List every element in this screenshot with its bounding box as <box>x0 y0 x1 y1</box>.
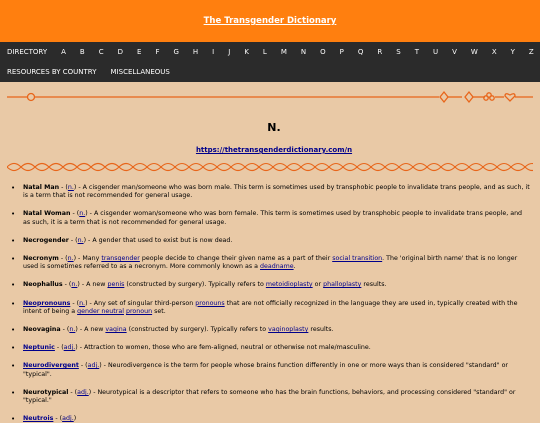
nav-item-g[interactable]: G <box>173 48 179 56</box>
nav-item-k[interactable]: K <box>244 48 249 56</box>
entry-separator: - ( <box>58 255 68 263</box>
part-of-speech-link[interactable]: n. <box>69 326 76 334</box>
entry-term: Neophallus <box>23 281 63 289</box>
entry-term[interactable]: Neopronouns <box>23 299 71 307</box>
entry-separator: - ( <box>53 415 63 423</box>
definition-link[interactable]: pronoun <box>125 307 153 315</box>
entry-item <box>8 184 530 200</box>
nav-item-i[interactable]: I <box>212 48 215 56</box>
entry-separator: - ( <box>68 388 78 396</box>
entry-item <box>8 237 530 245</box>
entry-separator: - ( <box>54 344 64 352</box>
part-of-speech-link[interactable]: n. <box>79 210 86 218</box>
nav-item-e[interactable]: E <box>137 48 142 56</box>
nav-item-m[interactable]: M <box>280 48 287 56</box>
nav-item-p[interactable]: P <box>339 48 344 56</box>
entry-item <box>8 255 530 271</box>
definition-link[interactable]: penis <box>107 281 125 289</box>
nav-item-x[interactable]: X <box>491 48 497 56</box>
part-of-speech-link[interactable]: n. <box>77 236 84 244</box>
entry-separator: - ( <box>68 236 78 244</box>
entry-item <box>8 300 530 316</box>
nav-item-directory[interactable]: DIRECTORY <box>7 48 48 56</box>
definition-text: people decide to change their given name as a part of their <box>139 255 333 263</box>
entry-separator: - ( <box>59 184 68 191</box>
part-of-speech-link[interactable]: adj. <box>62 415 74 423</box>
nav-item-o[interactable]: O <box>320 48 326 56</box>
site-header <box>0 0 540 42</box>
nav-row-sections <box>0 62 540 82</box>
part-of-speech-link[interactable]: adj. <box>63 344 76 352</box>
definition-text: results. <box>361 281 387 289</box>
entry-term[interactable]: Neurodivergent <box>23 362 79 370</box>
nav-item-s[interactable]: S <box>396 48 401 56</box>
entry-list <box>8 184 540 423</box>
definition-text: . <box>293 263 296 271</box>
definition-text: . The 'original birth name' that is no longer used is sometimes referred to as a necronym. More commonly known as a <box>23 255 518 271</box>
nav-row-letters <box>0 42 540 62</box>
definition-text: ) - A new <box>77 281 108 289</box>
nav-item-resources-by-country[interactable]: RESOURCES BY COUNTRY <box>7 68 97 76</box>
nav-item-v[interactable]: V <box>452 48 457 56</box>
definition-text: ) - A cisgender man/someone who was born male. This term is sometimes used by transphobic people to invalidate trans people, and as such, it is a term that is not recommended for general usage. <box>23 184 530 200</box>
nav-item-u[interactable]: U <box>433 48 439 56</box>
definition-text: ) - Any set of singular third-person <box>85 299 196 307</box>
definition-text: (constructed by surgery). Typically refers to <box>126 326 269 334</box>
ornament-divider-wave <box>7 158 540 176</box>
page-url <box>8 146 540 154</box>
entry-term: Neovagina <box>23 326 61 334</box>
definition-link[interactable]: vaginoplasty <box>268 326 309 334</box>
ornament-icon <box>7 88 533 106</box>
definition-link[interactable]: pronouns <box>195 299 225 307</box>
definition-text: ) - A gender that used to exist but is now dead. <box>83 236 233 244</box>
entry-term[interactable]: Neutrois <box>23 415 54 423</box>
definition-link[interactable]: social transition <box>332 255 383 263</box>
nav-item-r[interactable]: R <box>377 48 383 56</box>
page-url-link[interactable]: https://thetransgenderdictionary.com/n <box>195 146 353 154</box>
definition-link[interactable]: metoidioplasty <box>265 281 313 289</box>
entry-separator: - ( <box>78 362 88 370</box>
entry-item <box>8 210 530 226</box>
definition-text: (constructed by surgery). Typically refers to <box>124 281 266 289</box>
definition-text: ) - A cisgender woman/someone who was born female. This term is sometimes used by transphobic people to invalidate trans people, and as such, it is a term that is not recommended for general usage. <box>23 210 523 226</box>
nav-item-h[interactable]: H <box>192 48 199 56</box>
entry-item <box>8 362 530 378</box>
definition-text: ) - Many <box>73 255 102 263</box>
definition-text: set. <box>152 307 166 315</box>
definition-text: ) - A new <box>75 326 106 334</box>
definition-link[interactable]: deadname <box>260 263 294 271</box>
definition-text: or <box>312 281 324 289</box>
entry-term: Neurotypical <box>23 388 69 396</box>
definition-link[interactable]: vagina <box>105 326 127 334</box>
nav-item-q[interactable]: Q <box>357 48 364 56</box>
site-title-link[interactable]: The Transgender Dictionary <box>203 16 337 26</box>
part-of-speech-link[interactable]: n. <box>67 255 74 263</box>
definition-text: ) - Neurodivergence is the term for people whose brains function differently in one or more ways than is considered "standard" or "typical". <box>23 362 509 378</box>
entry-item <box>8 344 530 352</box>
entry-separator: - ( <box>70 299 80 307</box>
entry-separator: - ( <box>62 281 72 289</box>
definition-text: that are not officially recognized in the language they are used in, typically created with the intent of being a <box>23 299 518 315</box>
entry-term: Natal Man <box>23 184 60 191</box>
part-of-speech-link[interactable]: adj. <box>77 388 89 396</box>
definition-link[interactable]: transgender <box>101 255 140 263</box>
entry-item <box>8 326 530 334</box>
nav-item-n[interactable]: N <box>300 48 307 56</box>
part-of-speech-link[interactable]: n. <box>79 299 86 307</box>
part-of-speech-link[interactable]: adj. <box>87 362 100 370</box>
definition-text: ) - Neurotypical is a descriptor that refers to someone who has the brain functions, behaviors, and processing considered "standard" or "typical." <box>23 388 516 405</box>
page-heading: N. <box>267 121 281 134</box>
nav-item-b[interactable]: B <box>79 48 85 56</box>
main-content <box>0 121 540 423</box>
definition-text: ) <box>73 415 77 423</box>
definition-text: results. <box>308 326 334 334</box>
nav-item-l[interactable]: L <box>262 48 267 56</box>
entry-term[interactable]: Neptunic <box>23 344 55 352</box>
main-nav <box>0 42 540 82</box>
entry-item <box>8 389 530 405</box>
ornament-divider-top <box>7 88 533 106</box>
entry-term: Necrogender <box>23 236 69 244</box>
definition-link[interactable]: gender neutral <box>77 307 124 315</box>
entry-term: Necronym <box>23 255 59 263</box>
nav-item-w[interactable]: W <box>470 48 478 56</box>
nav-item-f[interactable]: F <box>155 48 160 56</box>
part-of-speech-link[interactable]: n. <box>71 281 78 289</box>
entry-separator: - ( <box>70 210 80 218</box>
nav-item-d[interactable]: D <box>117 48 123 56</box>
part-of-speech-link[interactable]: n. <box>67 184 74 191</box>
entry-item <box>8 281 530 289</box>
entry-separator: - ( <box>60 326 70 334</box>
nav-item-a[interactable]: A <box>61 48 66 56</box>
nav-item-z[interactable]: Z <box>528 48 534 56</box>
entry-item <box>8 415 530 423</box>
nav-item-miscellaneous[interactable]: MISCELLANEOUS <box>110 68 170 76</box>
nav-item-c[interactable]: C <box>98 48 104 56</box>
nav-item-t[interactable]: T <box>414 48 419 56</box>
definition-link[interactable]: phalloplasty <box>323 281 362 289</box>
nav-item-y[interactable]: Y <box>510 48 515 56</box>
entry-term: Natal Woman <box>23 210 71 218</box>
nav-item-j[interactable]: J <box>228 48 231 56</box>
wave-ornament-icon <box>7 158 533 176</box>
definition-text: ) - Attraction to women, those who are fem-aligned, neutral or otherwise not male/masculine. <box>75 344 371 352</box>
